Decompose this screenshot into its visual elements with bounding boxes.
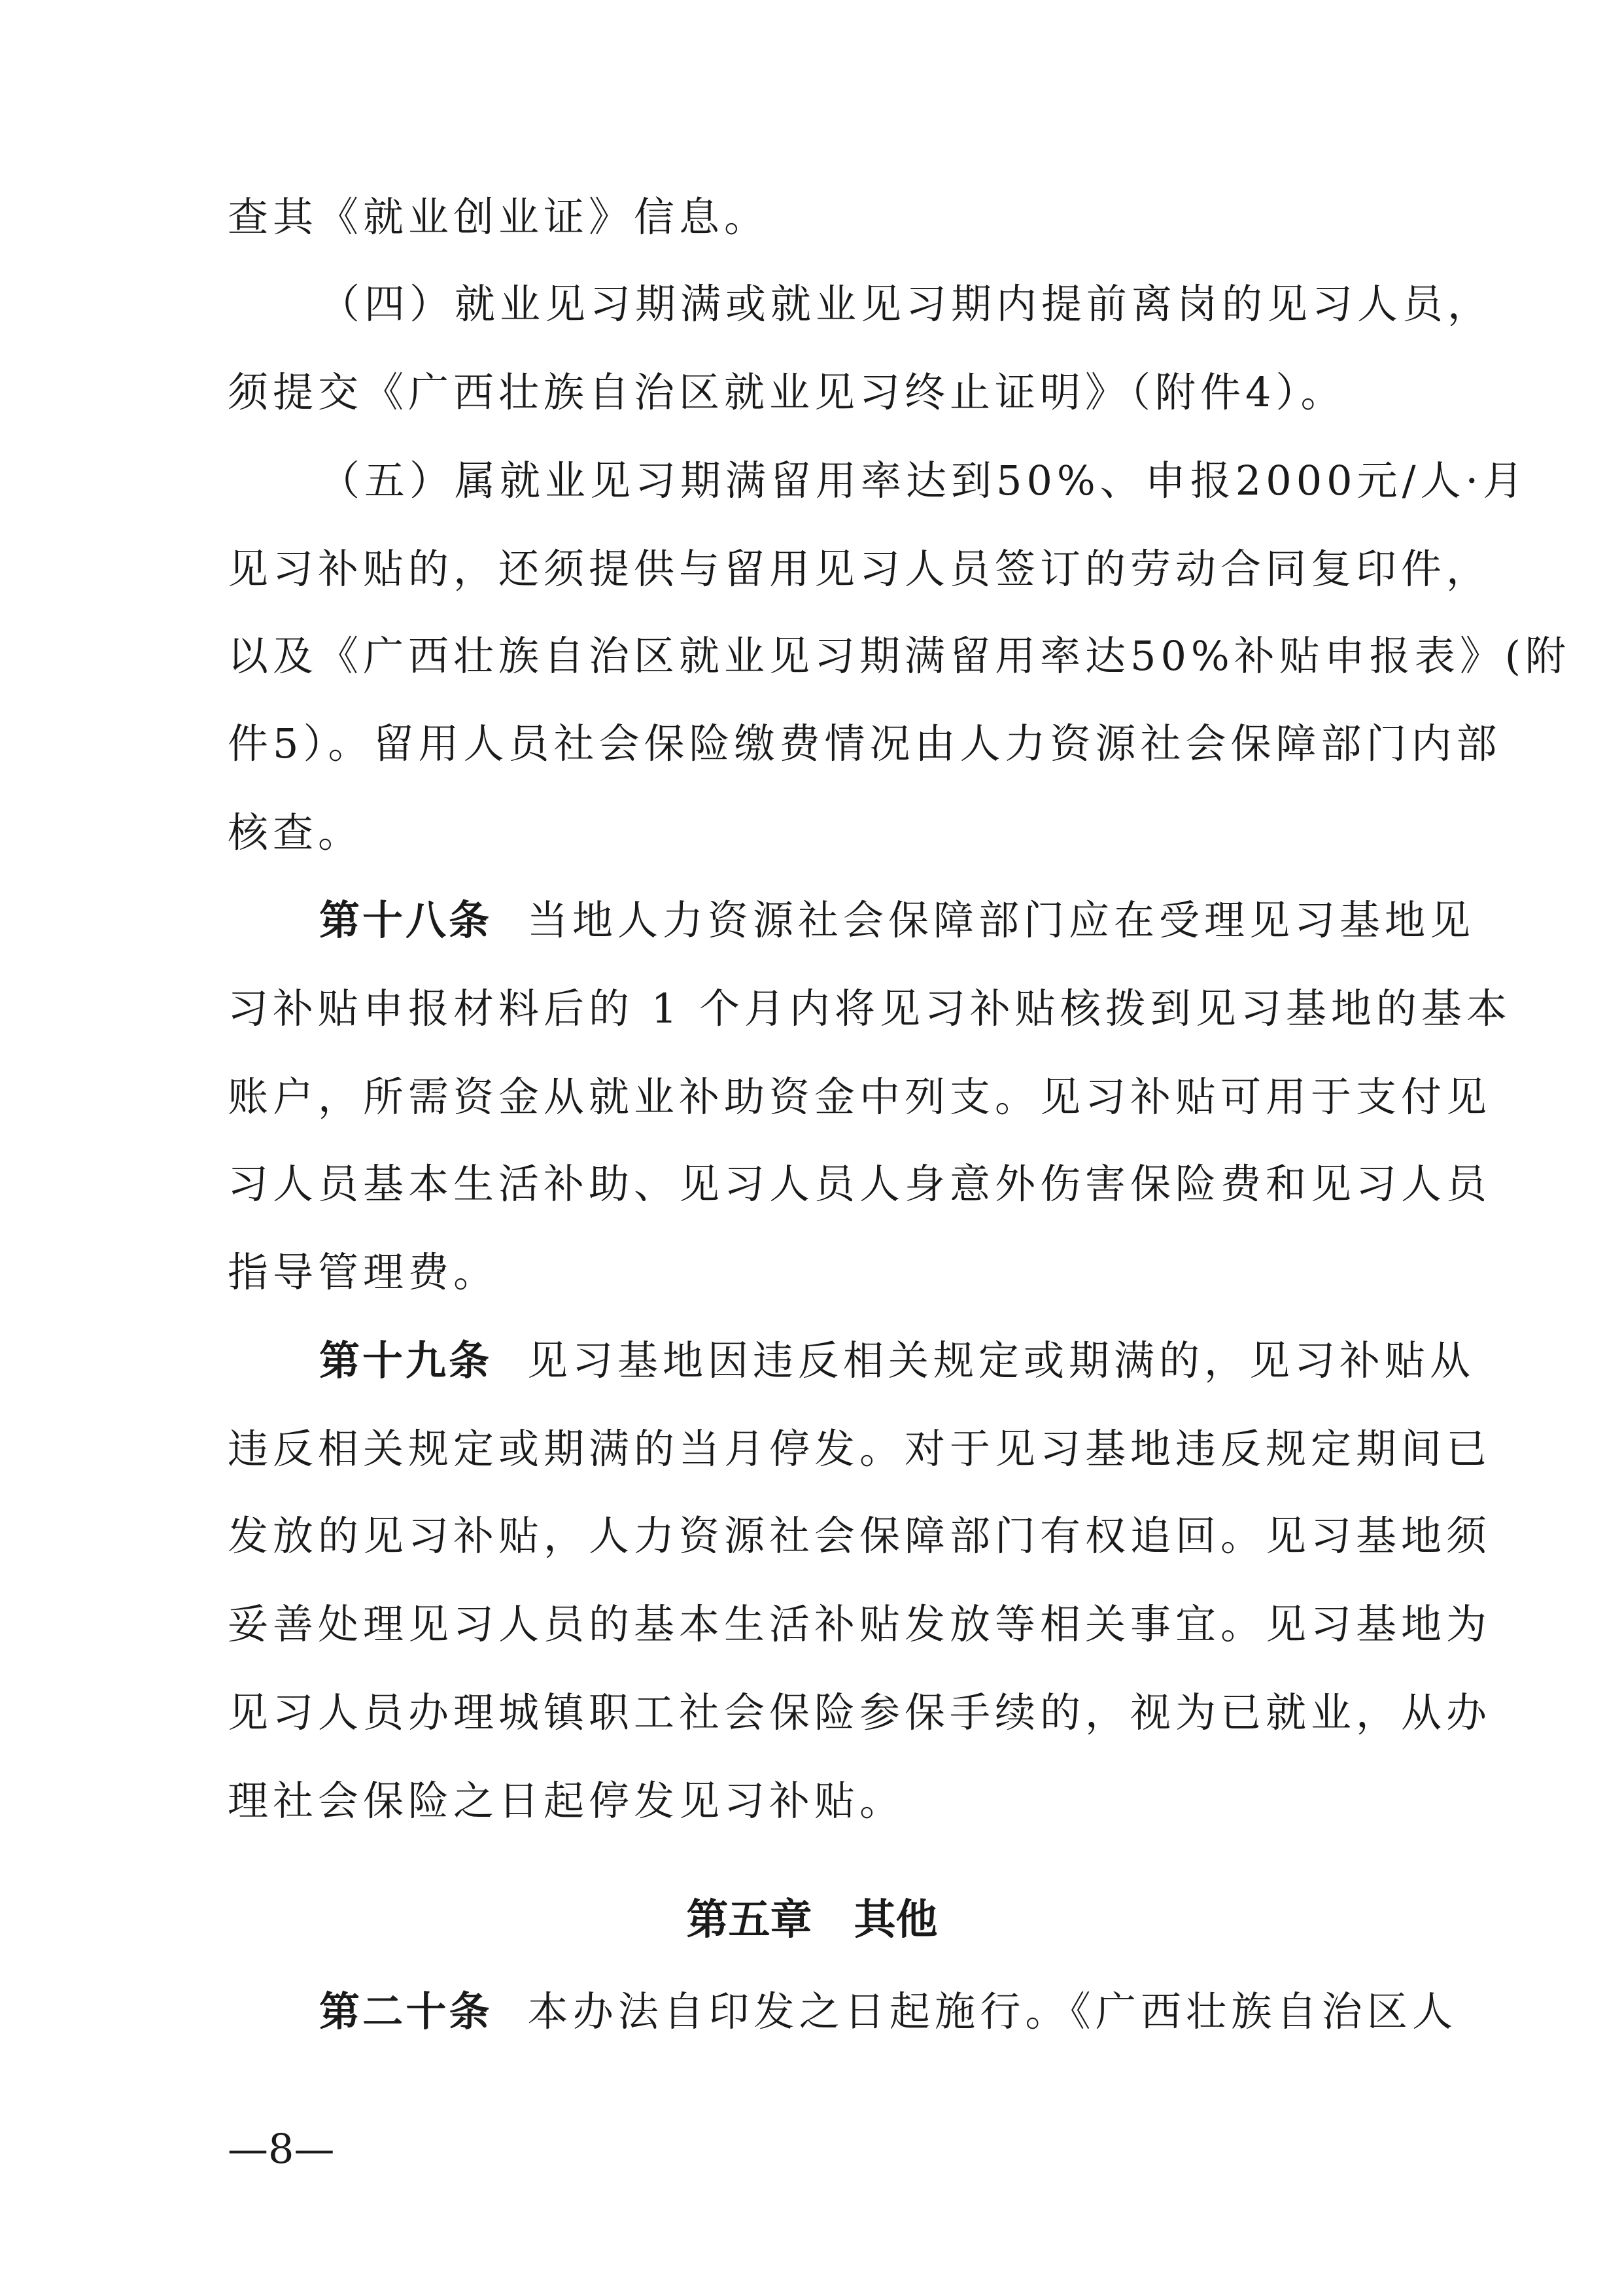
article-19-line-2: 违反相关规定或期满的当月停发。对于见习基地违反规定期间已 bbox=[228, 1425, 1492, 1473]
page-number: —8— bbox=[228, 2125, 335, 2173]
article-18-label: 第十八条 bbox=[319, 896, 492, 944]
chapter-heading bbox=[0, 1894, 1624, 1946]
article-18-line-5: 指导管理费。 bbox=[228, 1248, 499, 1296]
paragraph-5-line-2: 见习补贴的，还须提供与留用见习人员签订的劳动合同复印件， bbox=[228, 545, 1492, 593]
text-line-1: 查其《就业创业证》信息。 bbox=[228, 193, 770, 241]
article-18-line-1 bbox=[319, 894, 1476, 947]
article-18-text: 当地人力资源社会保障部门应在受理见习基地见 bbox=[527, 896, 1476, 944]
article-19-line-4: 妥善处理见习人员的基本生活补贴发放等相关事宜。见习基地为 bbox=[228, 1600, 1492, 1648]
article-19-line-6: 理社会保险之日起停发见习补贴。 bbox=[228, 1777, 905, 1825]
article-20-text: 本办法自印发之日起施行。《广西壮族自治区人 bbox=[527, 1988, 1457, 2035]
paragraph-4-line-2: 须提交《广西壮族自治区就业见习终止证明》（附件4）。 bbox=[228, 368, 1346, 416]
article-19-line-5: 见习人员办理城镇职工社会保险参保手续的，视为已就业，从办 bbox=[228, 1689, 1492, 1736]
article-19-text: 见习基地因违反相关规定或期满的，见习补贴从 bbox=[527, 1337, 1476, 1384]
paragraph-4-line-1: （四）就业见习期满或就业见习期内提前离岗的见习人员， bbox=[319, 280, 1493, 328]
paragraph-5-line-1: （五）属就业见习期满留用率达到50%、申报2000元/人·月 bbox=[319, 457, 1529, 504]
article-19-label: 第十九条 bbox=[319, 1337, 492, 1384]
article-18-line-3: 账户，所需资金从就业补助资金中列支。见习补贴可用于支付见 bbox=[228, 1073, 1492, 1121]
article-19-line-1 bbox=[319, 1335, 1476, 1387]
article-20-label: 第二十条 bbox=[319, 1988, 492, 2035]
chapter-number: 第五章 bbox=[686, 1895, 812, 1944]
chapter-title: 其他 bbox=[854, 1895, 938, 1944]
paragraph-5-line-3: 以及《广西壮族自治区就业见习期满留用率达50%补贴申报表》(附 bbox=[228, 632, 1570, 680]
paragraph-5-line-4: 件5）。留用人员社会保险缴费情况由人力资源社会保障部门内部 bbox=[228, 720, 1502, 767]
article-18-line-4: 习人员基本生活补助、见习人员人身意外伤害保险费和见习人员 bbox=[228, 1160, 1492, 1208]
article-18-line-2: 习补贴申报材料后的 1 个月内将见习补贴核拨到见习基地的基本 bbox=[228, 985, 1512, 1032]
article-19-line-3: 发放的见习补贴，人力资源社会保障部门有权追回。见习基地须 bbox=[228, 1512, 1492, 1560]
article-20-line-1 bbox=[319, 1986, 1457, 2038]
paragraph-5-line-5: 核查。 bbox=[228, 809, 364, 856]
